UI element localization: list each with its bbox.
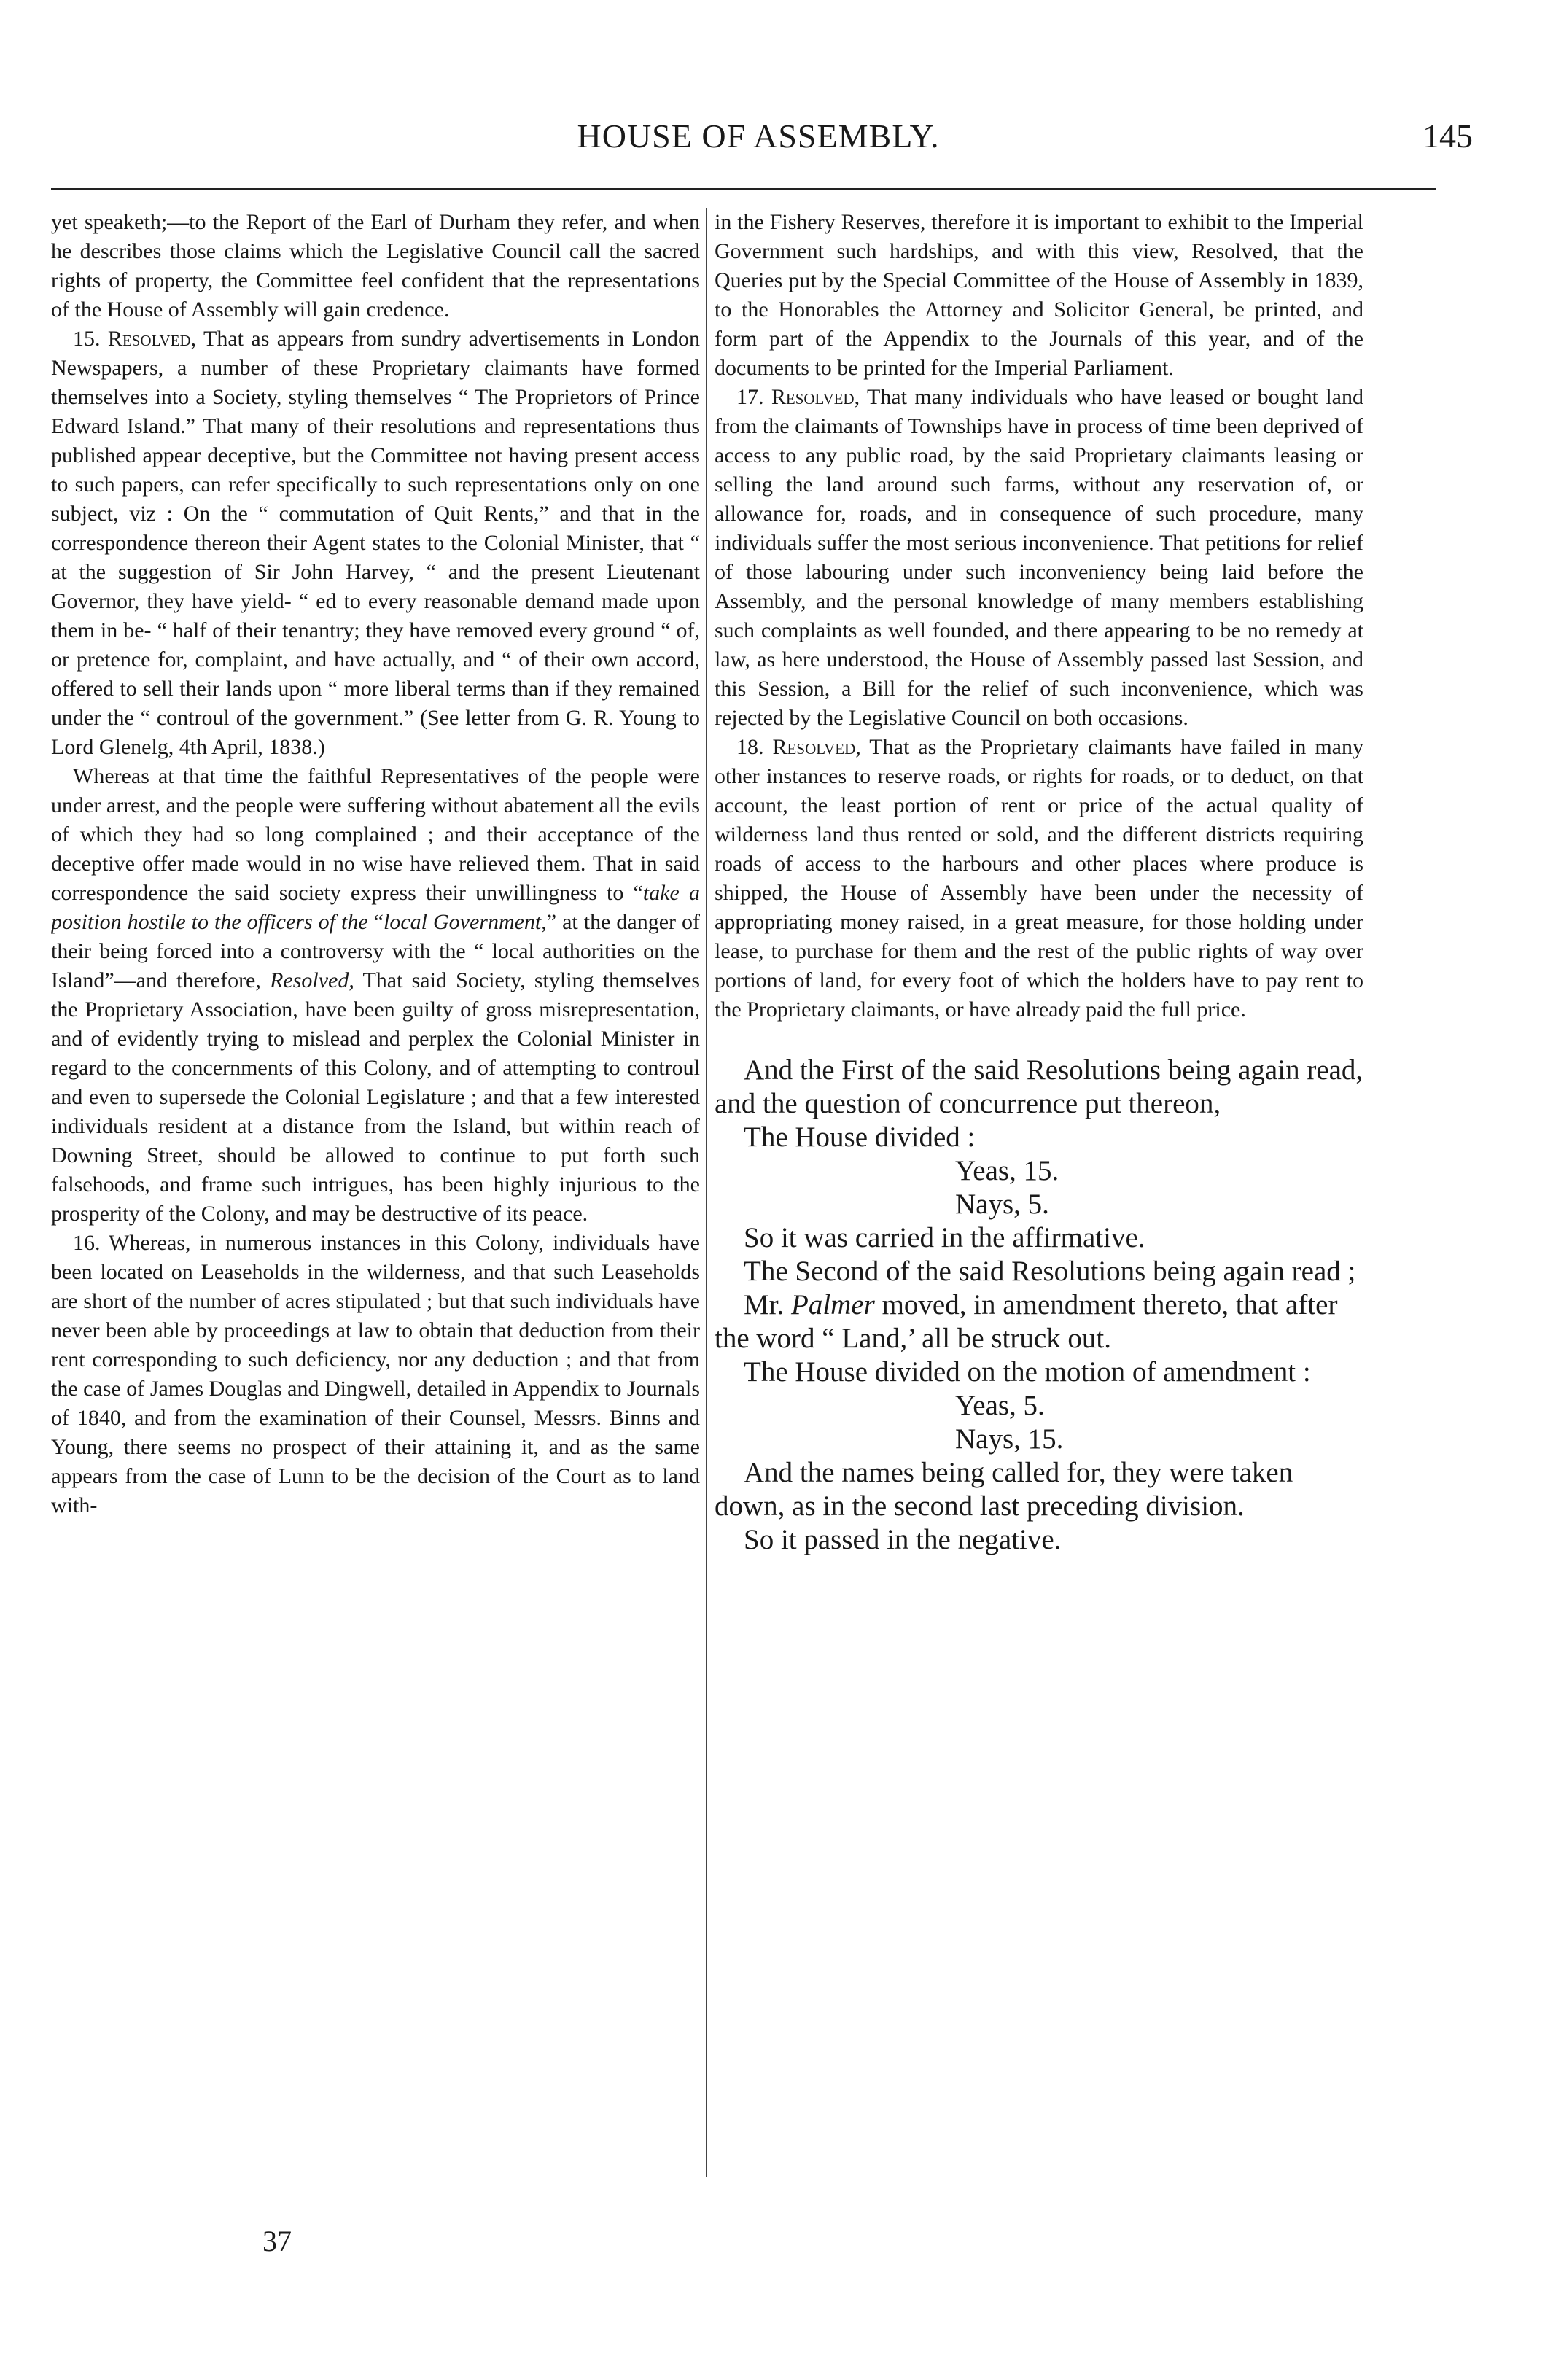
member-name: Palmer	[791, 1289, 875, 1321]
nays-count: Nays, 5.	[955, 1189, 1049, 1220]
vote-result: So it was carried in the affirmative.	[744, 1222, 1145, 1253]
resolved-label: Resolved,	[771, 385, 860, 409]
left-column	[51, 208, 700, 2213]
page-number: 145	[1423, 117, 1473, 155]
resolution-number: 18.	[736, 735, 764, 759]
nays-count: Nays, 15.	[955, 1423, 1064, 1455]
yeas-count: Yeas, 15.	[955, 1155, 1059, 1186]
proceedings-block	[715, 1054, 1363, 1557]
printer-signature-mark: 37	[262, 2225, 292, 2258]
resolution-18: 18. Resolved, That as the Proprietary claimants have failed in many other instances to reserve roads, or rights for roads, or to deduct, on that account, the least portion of rent or price of the actual quality of wilderness land thus rented or sold, and the different districts requiring roads of access to the harbours and other places where produce is shipped, the House of Assembly have been under the necessity of appropriating money raised, in a great measure, for those holding under lease, to purchase for them and the rest of the public rights of way over portions of land, for every foot of which the holders have to pay rent to the Proprietary claimants, or have already paid the full price.	[715, 735, 1363, 1022]
names-called: And the names being called for, they were taken down, as in the second last preceding division.	[715, 1457, 1293, 1522]
house-divided-amendment: The House divided on the motion of amendment :	[744, 1356, 1311, 1388]
column-divider	[706, 208, 707, 2177]
whereas-paragraph: Whereas at that time the faithful Representatives of the people were under arrest, and the people were suffering without abatement all the evils of which they had so long complained ; and their acceptance of the deceptive offer made would in no wise have relieved them. That in said correspondence the said society express their unwillingness to “take a position hostile to the officers of the “local Government,” at the danger of their being forced into a controversy with the “ local authorities on the Island”—and therefore, Resolved, That said Society, styling themselves the Proprietary Association, have been guilty of gross misrepresentation, and of evidently trying to mislead and perplex the Colonial Minister in regard to the concernments of this Colony, and of attempting to controul and even to supersede the Colonial Legislature ; and that a few interested individuals resident at a distance from the Island, but within reach of Downing Street, should be allowed to continue to put forth such falsehoods, and frame such intrigues, has been highly injurious to the prosperity of the Colony, and may be destructive of its peace.	[51, 764, 700, 1226]
resolution-17: 17. Resolved, That many individuals who have leased or bought land from the claimants of Townships have in process of time been deprived of access to any public road, by the said Proprietary claimants leasing or selling the land around such farms, without any reservation of, or allowance for, roads, and in consequence of such procedure, many individuals suffer the most serious inconvenience. That petitions for relief of those labouring under such inconveniency being laid before the Assembly, and the personal knowledge of many members establishing such complaints as well founded, and there appearing to be no remedy at law, as here understood, the House of Assembly passed last Session, and this Session, a Bill for the relief of such inconvenience, which was rejected by the Legislative Council on both occasions.	[715, 385, 1363, 730]
resolution-number: 17.	[736, 385, 764, 409]
paragraph-continuation: yet speaketh;—to the Report of the Earl of Durham they refer, and when he describes those claims which the Legislative Council call the sacred rights of property, the Committee feel confident that the representations of the House of Assembly will gain credence.	[51, 210, 700, 322]
resolution-number: 15.	[73, 327, 101, 351]
resolved-label: Resolved,	[270, 968, 354, 992]
amendment-motion: Mr. Palmer moved, in amendment thereto, that after the word “ Land,’ all be struck out.	[715, 1289, 1338, 1354]
paragraph-continuation: in the Fishery Reserves, therefore it is important to exhibit to the Imperial Government such hardships, and with this view, Resolved, that the Queries put by the Special Committee of the House of Assembly in 1839, to the Honorables the Attorney and Solicitor General, be printed, and form part of the Appendix to the Journals of this year, and of the documents to be printed for the Imperial Parliament.	[715, 210, 1363, 380]
vote-result: So it passed in the negative.	[744, 1524, 1062, 1555]
yeas-count: Yeas, 5.	[955, 1390, 1045, 1421]
header-rule	[51, 188, 1436, 190]
minutes-second-resolution: The Second of the said Resolutions being again read ;	[744, 1256, 1356, 1287]
minutes-first-resolution: And the First of the said Resolutions being again read, and the question of concurrence put thereon,	[715, 1054, 1363, 1119]
page-header	[44, 117, 1473, 168]
resolution-15: 15. Resolved, That as appears from sundry advertisements in London Newspapers, a number of these Proprietary claimants have formed themselves into a Society, styling themselves “ The Proprietors of Prince Edward Island.” That many of their resolutions and representations thus published appear deceptive, but the Committee not having present access to such papers, can refer specifically to such representations only on one subject, viz : On the “ commutation of Quit Rents,” and that in the correspondence thereon their Agent states to the Colonial Minister, that “ at the suggestion of Sir John Harvey, “ and the present Lieutenant Governor, they have yield- “ ed to every reasonable demand made upon them in be- “ half of their tenantry; they have removed every ground “ of, or pretence for, complaint, and have actually, and “ of their own accord, offered to sell their lands upon “ more liberal terms than if they remained under the “ controul of the government.” (See letter from G. R. Young to Lord Glenelg, 4th April, 1838.)	[51, 327, 700, 759]
right-column	[715, 208, 1363, 2213]
resolution-16: 16. Whereas, in numerous instances in this Colony, individuals have been located on Leaseholds in the wilderness, and that such Leaseholds are short of the number of acres stipulated ; but that such individuals have never been able by proceedings at law to obtain that deduction from their rent corresponding to such deficiency, nor any deduction ; and that from the case of James Douglas and Dingwell, detailed in Appendix to Journals of 1840, and from the examination of their Counsel, Messrs. Binns and Young, there seems no prospect of their attaining it, and as the same appears from the case of Lunn to be the decision of the Court as to land with-	[51, 1231, 700, 1517]
resolved-label: Resolved,	[107, 327, 197, 351]
house-divided: The House divided :	[744, 1121, 976, 1153]
resolved-label: Resolved,	[772, 735, 861, 759]
running-title: HOUSE OF ASSEMBLY.	[577, 117, 940, 155]
